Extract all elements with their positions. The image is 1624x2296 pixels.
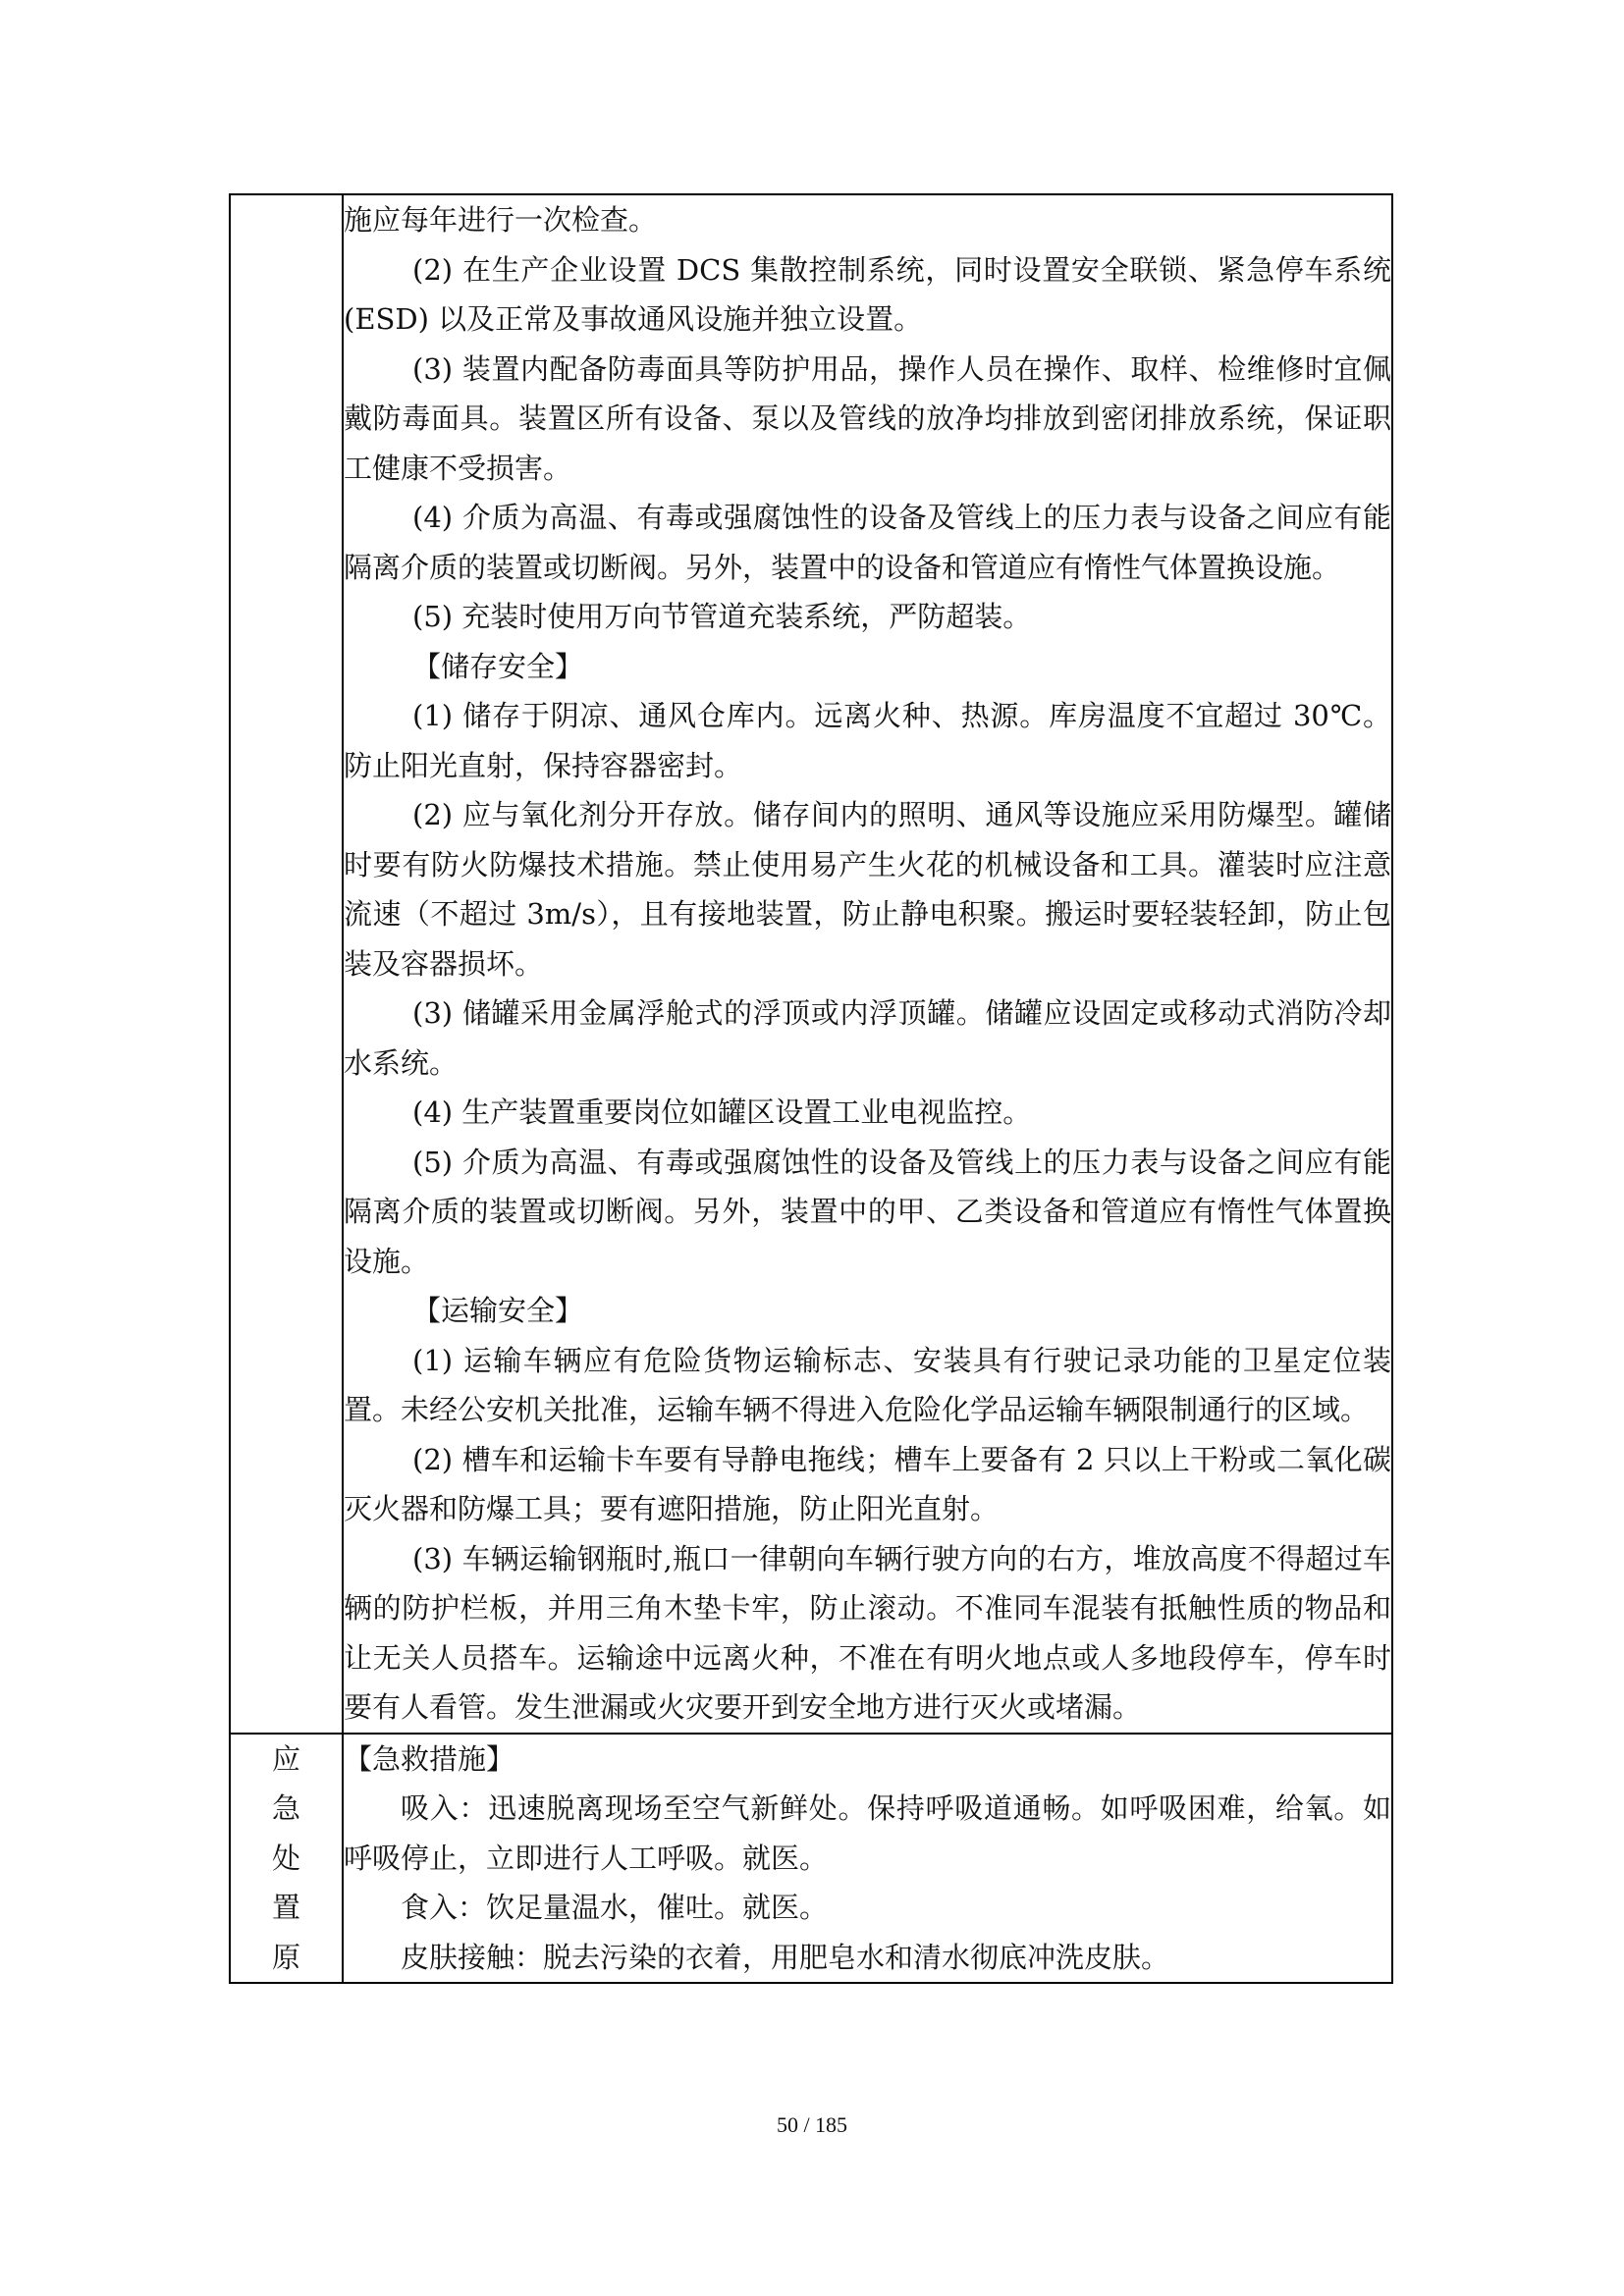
paragraph: (2) 在生产企业设置 DCS 集散控制系统，同时设置安全联锁、紧急停车系统(ESD) 以及正常及事故通风设施并独立设置。 [344,252,1391,336]
paragraph: 施应每年进行一次检查。 [344,203,658,237]
paragraph: 【储存安全】 [412,649,584,683]
paragraph: (1) 运输车辆应有危险货物运输标志、安装具有行驶记录功能的卫星定位装置。未经公安机关批准，运输车辆不得进入危险化学品运输车辆限制通行的区域。 [344,1343,1391,1426]
emergency-label-cell [230,1734,343,1984]
paragraph: (3) 储罐采用金属浮舱式的浮顶或内浮顶罐。储罐应设固定或移动式消防冷却水系统。 [344,996,1391,1080]
paragraph: (1) 储存于阴凉、通风仓库内。远离火种、热源。库房温度不宜超过 30℃。防止阳光直射，保持容器密封。 [344,699,1391,782]
label-char: 置 [271,1891,300,1924]
paragraph: 食入：饮足量温水，催吐。就医。 [401,1891,829,1924]
paragraph: 皮肤接触：脱去污染的衣着，用肥皂水和清水彻底冲洗皮肤。 [401,1940,1170,1974]
label-char: 原 [271,1940,300,1974]
label-char: 急 [271,1791,300,1825]
paragraph: (3) 车辆运输钢瓶时,瓶口一律朝向车辆行驶方向的右方，堆放高度不得超过车辆的防护栏板，并用三角木垫卡牢，防止滚动。不准同车混装有抵触性质的物品和让无关人员搭车。运输途中远离火种，不准在有明火地点或人多地段停车，停车时要有人看管。发生泄漏或火灾要开到安全地方进行灭火或堵漏。 [344,1541,1391,1724]
page-number: 50 / 185 [776,2112,848,2137]
emergency-label [231,1735,342,1983]
paragraph: (4) 介质为高温、有毒或强腐蚀性的设备及管线上的压力表与设备之间应有能隔离介质的装置或切断阀。另外，装置中的设备和管道应有惰性气体置换设施。 [344,501,1391,584]
content-table [229,193,1393,1984]
paragraph: (2) 应与氧化剂分开存放。储存间内的照明、通风等设施应采用防爆型。罐储时要有防火防爆技术措施。禁止使用易产生火花的机械设备和工具。灌装时应注意流速（不超过 3m/s），且有接地装置，防止静电积聚。搬运时要轻装轻卸，防止包装及容器损坏。 [344,798,1391,981]
table-row-measures [230,194,1392,1734]
table-row-emergency [230,1734,1392,1984]
paragraph: (5) 介质为高温、有毒或强腐蚀性的设备及管线上的压力表与设备之间应有能隔离介质的装置或切断阀。另外，装置中的甲、乙类设备和管道应有惰性气体置换设施。 [344,1145,1391,1278]
paragraph: (5) 充装时使用万向节管道充装系统，严防超装。 [412,600,1032,633]
paragraph: 【急救措施】 [344,1741,515,1776]
paragraph: (3) 装置内配备防毒面具等防护用品，操作人员在操作、取样、检维修时宜佩戴防毒面具。装置区所有设备、泵以及管线的放净均排放到密闭排放系统，保证职工健康不受损害。 [344,351,1391,485]
measures-content-cell [343,194,1392,1734]
paragraph: (2) 槽车和运输卡车要有导静电拖线；槽车上要备有 2 只以上干粉或二氧化碳灭火器和防爆工具；要有遮阳措施，防止阳光直射。 [344,1442,1391,1525]
label-char: 处 [271,1841,300,1875]
emergency-content-cell [343,1734,1392,1984]
paragraph: 【运输安全】 [412,1294,584,1327]
paragraph: 吸入：迅速脱离现场至空气新鲜处。保持呼吸道通畅。如呼吸困难，给氧。如呼吸停止，立即进行人工呼吸。就医。 [344,1791,1391,1875]
label-char: 应 [271,1741,300,1776]
left-label-cell-empty [230,194,343,1734]
measures-paragraphs [344,195,1391,1733]
emergency-paragraphs [344,1735,1391,1983]
paragraph: (4) 生产装置重要岗位如罐区设置工业电视监控。 [412,1095,1032,1129]
